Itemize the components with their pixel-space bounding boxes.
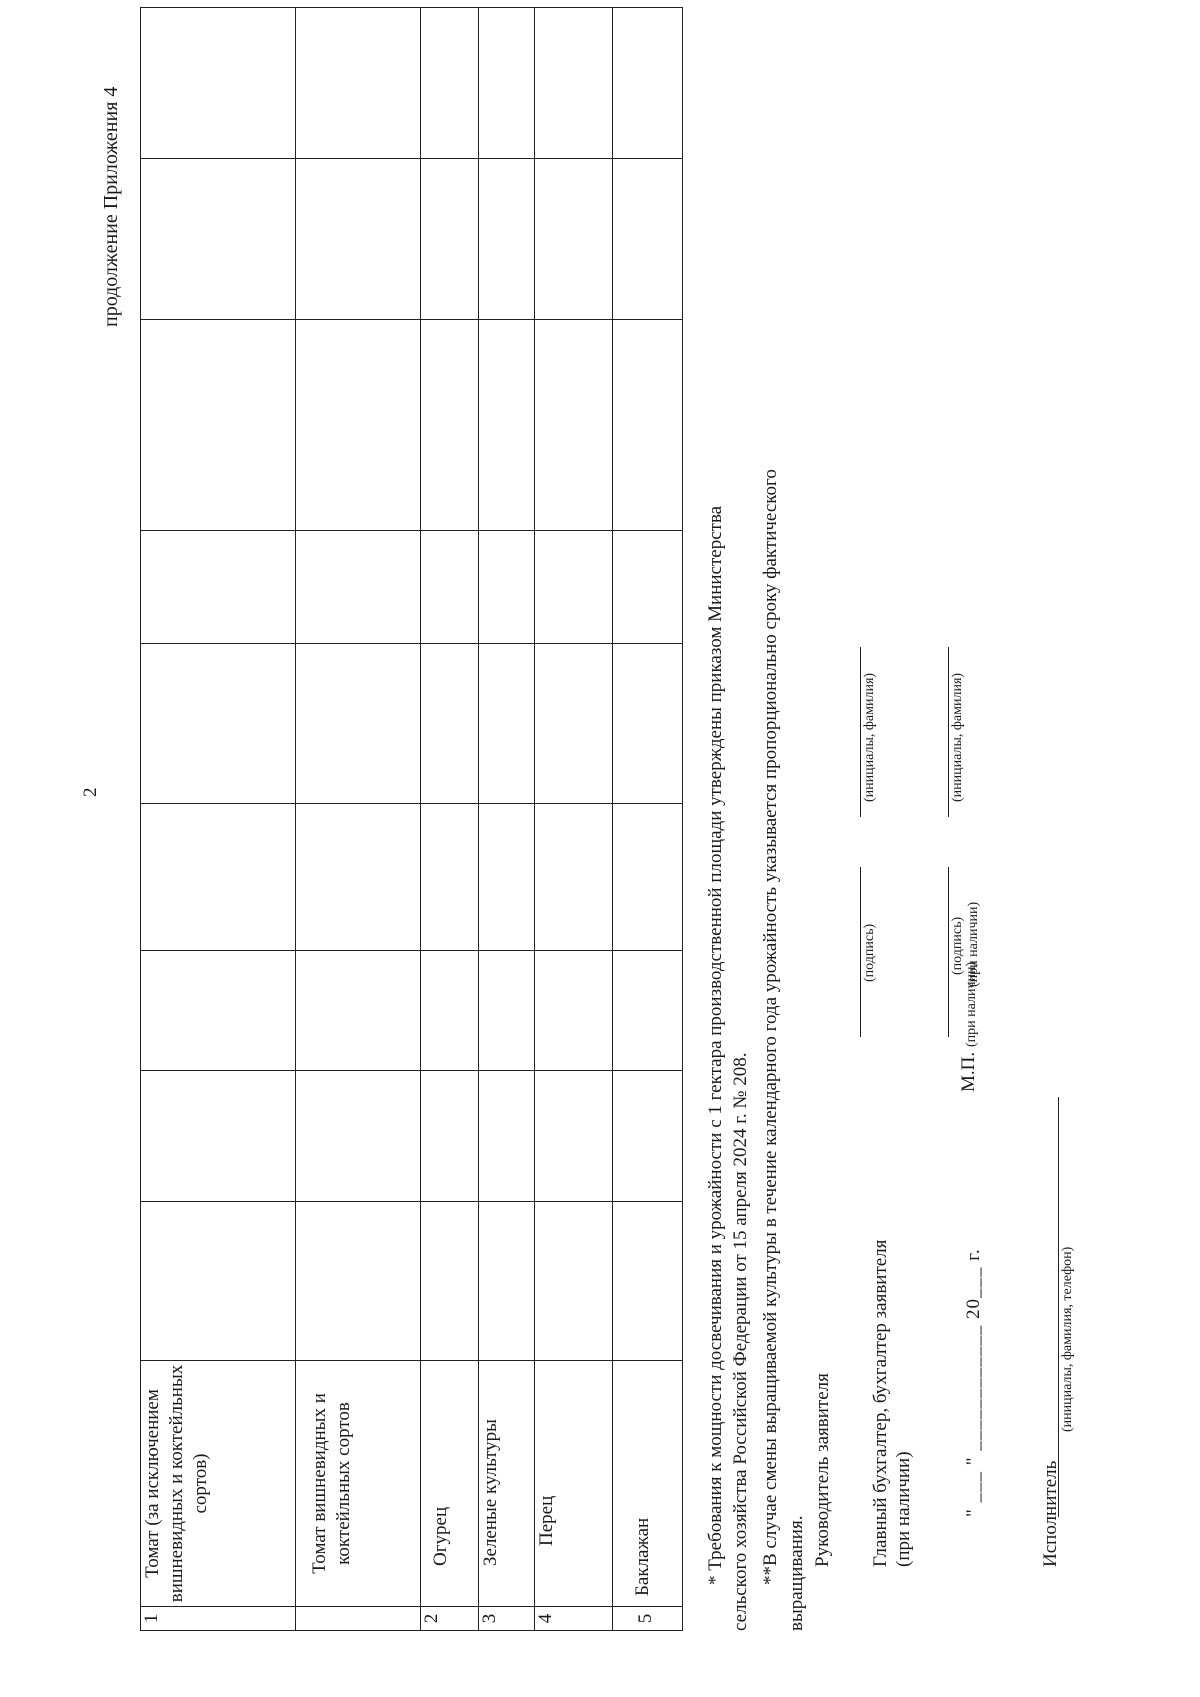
- table-cell: [421, 1071, 479, 1202]
- table-cell: [479, 1071, 535, 1202]
- table-cell: [535, 531, 613, 644]
- table-row: [141, 8, 296, 1631]
- crop-name: Томат вишневидных и коктейльных сортов: [296, 1361, 421, 1607]
- table-cell: [421, 804, 479, 951]
- crop-name: Перец: [535, 1361, 613, 1607]
- table-cell: [535, 159, 613, 320]
- table-cell: [141, 804, 296, 951]
- table-cell: [479, 1202, 535, 1361]
- table-cell: [296, 1202, 421, 1361]
- accountant-name-line: [948, 647, 949, 817]
- crop-table: [140, 7, 683, 1631]
- table-cell: [421, 320, 479, 531]
- footnote-2: **В случае смены выращиваемой культуры в течение календарного года урожайность указывается пропорционально сроку фактического: [760, 469, 781, 1585]
- table-cell: [535, 8, 613, 159]
- head-name-line: [860, 647, 861, 817]
- accountant-sign-caption: (подпись): [950, 916, 965, 975]
- table-cell: [613, 1202, 683, 1361]
- table-cell: [613, 951, 683, 1071]
- executor-line: [1058, 1097, 1059, 1517]
- table-cell: [421, 951, 479, 1071]
- table-cell: [141, 159, 296, 320]
- table-cell: [479, 804, 535, 951]
- crop-name: Баклажан: [613, 1361, 683, 1607]
- table-cell: [421, 644, 479, 804]
- executor-label: Исполнитель: [1040, 1460, 1061, 1567]
- table-cell: [479, 531, 535, 644]
- table-row: [613, 8, 683, 1631]
- accountant-note: (при наличии): [893, 1451, 914, 1567]
- table-cell: [296, 1071, 421, 1202]
- executor-caption: (инициалы, фамилия, телефон): [1060, 1246, 1075, 1432]
- table-cell: [296, 951, 421, 1071]
- continuation-label: продолжение Приложения 4: [100, 86, 122, 327]
- crop-name: Зеленые культуры: [479, 1361, 535, 1607]
- accountant-label: Главный бухгалтер, бухгалтер заявителя: [870, 1239, 891, 1567]
- table-row: [535, 8, 613, 1631]
- head-label: Руководитель заявителя: [812, 1373, 833, 1567]
- table-cell: [613, 1071, 683, 1202]
- table-cell: [613, 804, 683, 951]
- table-cell: [613, 8, 683, 159]
- table-cell: [613, 159, 683, 320]
- table-cell: [141, 951, 296, 1071]
- table-cell: [141, 531, 296, 644]
- table-cell: [421, 159, 479, 320]
- table-cell: [479, 644, 535, 804]
- accountant-name-caption: (инициалы, фамилия): [950, 672, 965, 802]
- crop-name: Огурец: [421, 1361, 479, 1607]
- table-cell: [141, 644, 296, 804]
- table-row: [296, 8, 421, 1631]
- table-cell: [421, 531, 479, 644]
- table-cell: [141, 8, 296, 159]
- table-cell: [613, 320, 683, 531]
- row-number: 5: [613, 1607, 683, 1631]
- row-number: 4: [535, 1607, 613, 1631]
- table-cell: [479, 159, 535, 320]
- stamp-label: М.П.: [958, 1051, 979, 1092]
- table-cell: [421, 8, 479, 159]
- table-cell: [613, 644, 683, 804]
- table-cell: [479, 951, 535, 1071]
- table-cell: [296, 644, 421, 804]
- table-cell: [296, 320, 421, 531]
- table-cell: [141, 1202, 296, 1361]
- head-name-caption: (инициалы, фамилия): [862, 672, 877, 802]
- table-row: [479, 8, 535, 1631]
- table-cell: [535, 320, 613, 531]
- table-cell: [479, 320, 535, 531]
- crop-name: Томат (за исключением вишневидных и коктейльных сортов): [141, 1361, 296, 1607]
- accountant-sign-line: [948, 867, 949, 1037]
- table-cell: [535, 804, 613, 951]
- table-cell: [296, 159, 421, 320]
- table-cell: [535, 1071, 613, 1202]
- page-number: 2: [80, 787, 101, 797]
- table-cell: [535, 1202, 613, 1361]
- table-cell: [296, 8, 421, 159]
- footnote-2-cont: выращивания.: [786, 1515, 807, 1631]
- table-cell: [421, 1202, 479, 1361]
- table-cell: [141, 320, 296, 531]
- row-number: [296, 1607, 421, 1631]
- table-cell: [296, 531, 421, 644]
- table-cell: [535, 951, 613, 1071]
- row-number: 2: [421, 1607, 479, 1631]
- table-cell: [141, 1071, 296, 1202]
- table-cell: [296, 804, 421, 951]
- table-cell: [479, 8, 535, 159]
- table-row: [421, 8, 479, 1631]
- table-cell: [535, 644, 613, 804]
- footnote-1: * Требования к мощности досвечивания и урожайности с 1 гектара производственной площади утверждены приказом Министерства: [705, 505, 726, 1585]
- head-sign-caption: (подпись): [862, 923, 877, 982]
- date-field: " ___ " ____________ 20___ г.: [963, 1248, 984, 1517]
- table-cell: [613, 531, 683, 644]
- footnote-1-cont: сельского хозяйства Российской Федерации от 15 апреля 2024 г. № 208.: [730, 1052, 751, 1631]
- row-number: 3: [479, 1607, 535, 1631]
- row-number: 1: [141, 1607, 296, 1631]
- stamp-note: (при наличии): [964, 961, 979, 1047]
- accountant-sign-note: (при наличии): [966, 901, 981, 987]
- head-sign-line: [860, 867, 861, 1037]
